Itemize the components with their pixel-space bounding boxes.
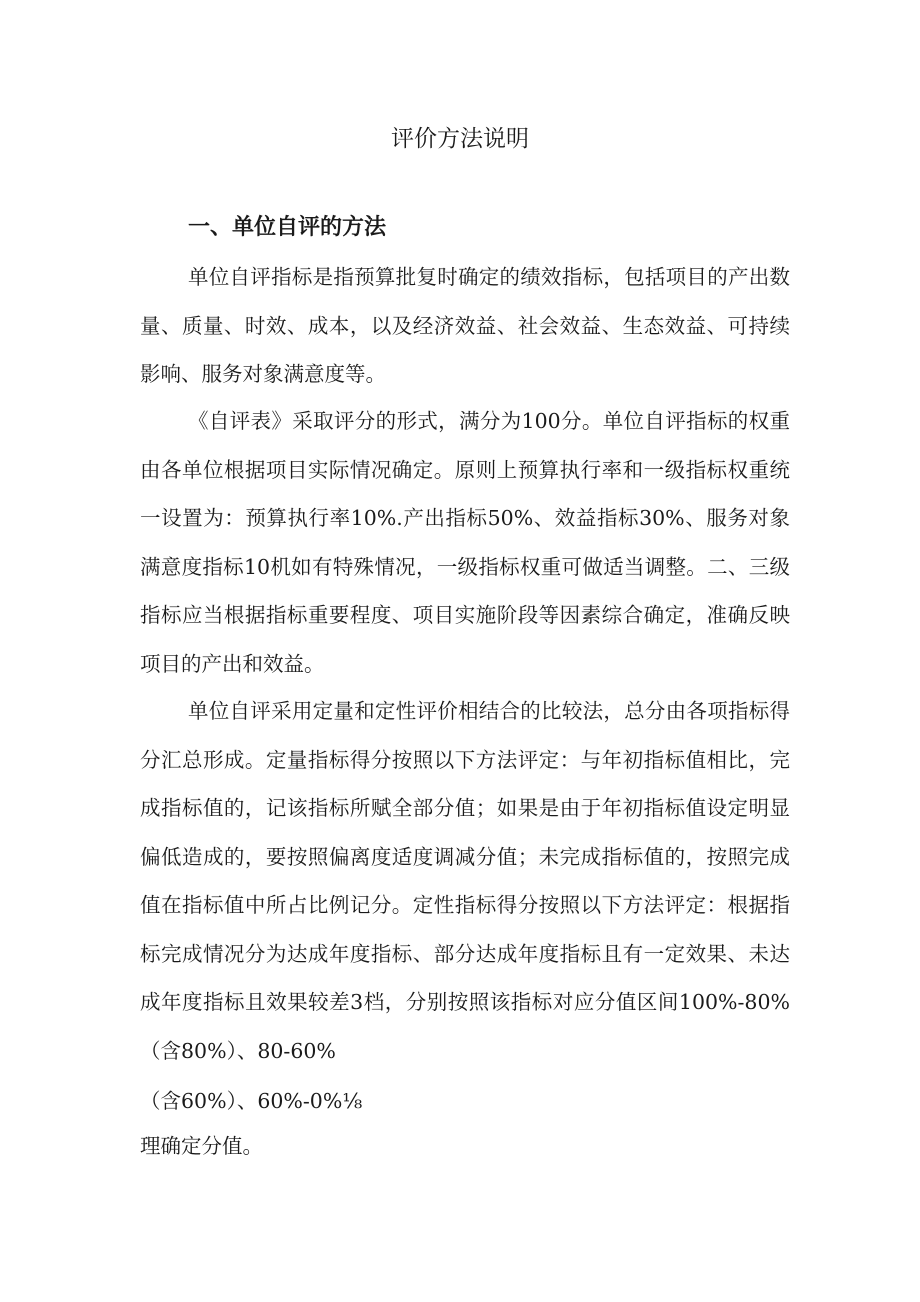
section-heading: 一、单位自评的方法 — [188, 215, 387, 240]
paragraph-fragment-line: （含60%）、60%-0%⅛ — [140, 1089, 363, 1113]
paragraph-closing-line: 理确定分值。 — [140, 1134, 263, 1158]
paragraph-comparison-method: 单位自评采用定量和定性评价相结合的比较法，总分由各项指标得分汇总形成。定量指标得分按照以下方法评定：与年初指标值相比，完成指标值的，记该指标所赋全部分值；如果是由于年初指标值设定明显偏低造成的，要按照偏离度适度调减分值；未完成指标值的，按照完成值在指标值中所占比例记分。定性指标得分按照以下方法评定：根据指标完成情况分为达成年度指标、部分达成年度指标且有一定效果、未达成年度指标且效果较差3档，分别按照该指标对应分值区间100%-80%（含80%）、80-60% — [140, 699, 790, 1063]
page-title: 评价方法说明 — [391, 126, 529, 152]
paragraph-self-evaluation-indicators: 单位自评指标是指预算批复时确定的绩效指标，包括项目的产出数量、质量、时效、成本，以及经济效益、社会效益、生态效益、可持续影响、服务对象满意度等。 — [140, 265, 790, 386]
paragraph-scoring-weights: 《自评表》采取评分的形式，满分为100分。单位自评指标的权重由各单位根据项目实际情况确定。原则上预算执行率和一级指标权重统一设置为：预算执行率10%.产出指标50%、效益指标30%、服务对象满意度指标10机如有特殊情况，一级指标权重可做适当调整。二、三级指标应当根据指标重要程度、项目实施阶段等因素综合确定，准确反映项目的产出和效益。 — [140, 409, 790, 676]
